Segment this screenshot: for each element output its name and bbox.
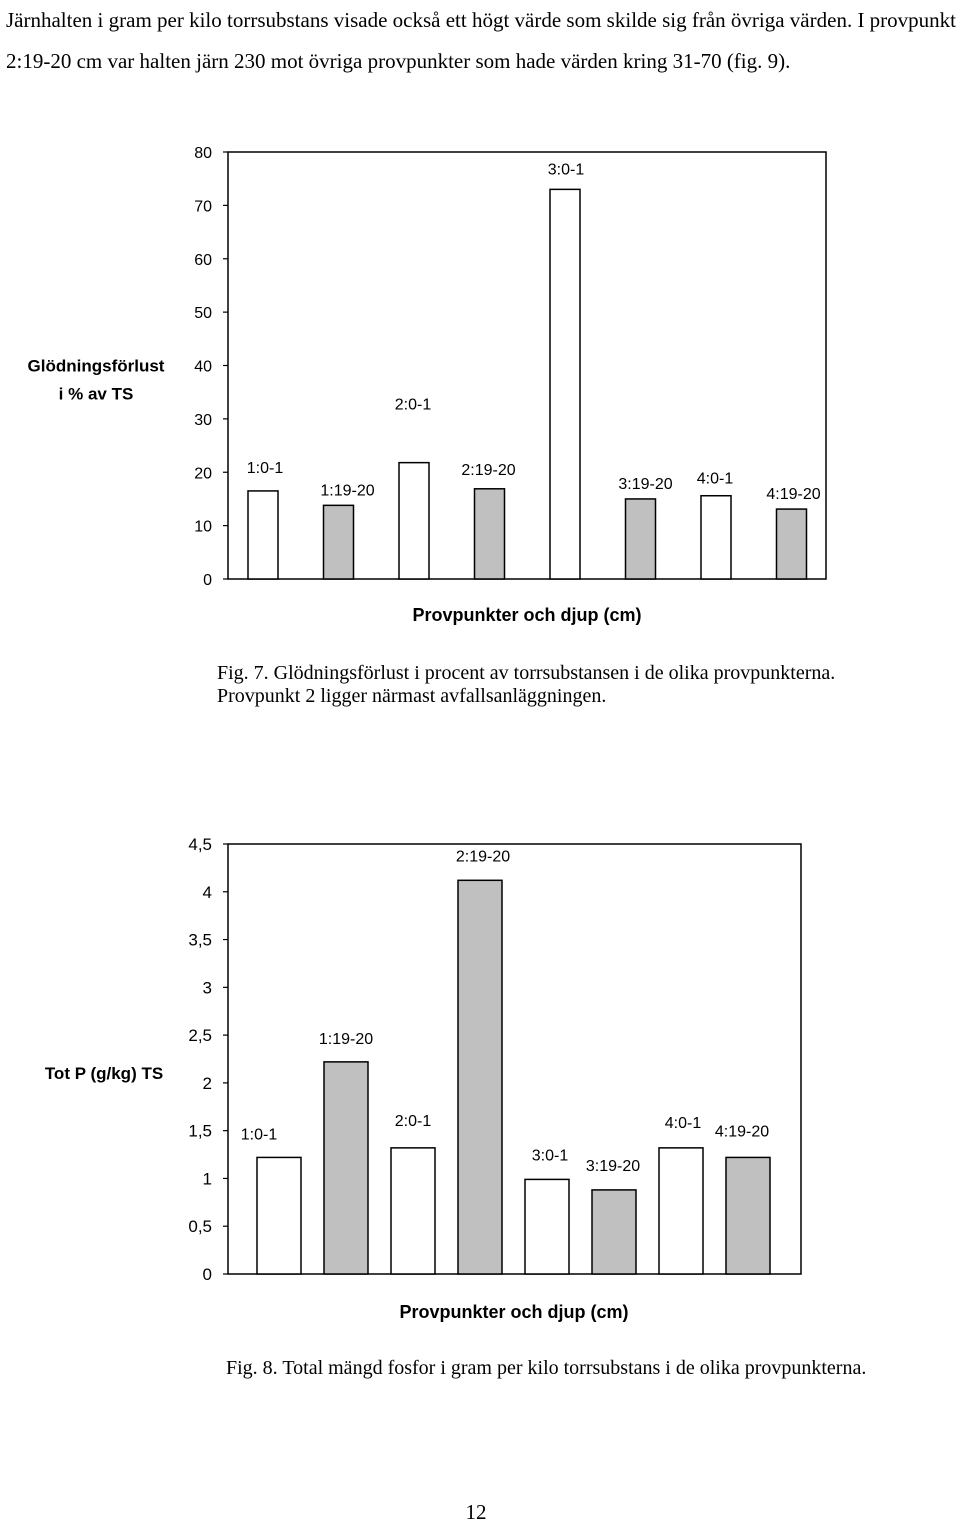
bar <box>701 496 731 579</box>
bar-label: 1:19-20 <box>320 482 375 500</box>
bar-label: 3:19-20 <box>618 475 673 493</box>
caption-fig8-text: Fig. 8. Total mängd fosfor i gram per kilo torrsubstans i de olika provpunkterna. <box>226 1357 867 1379</box>
bar <box>324 505 354 579</box>
y-tick-label: 4,5 <box>188 835 212 854</box>
bar <box>777 509 807 579</box>
bar <box>248 491 278 579</box>
bar <box>550 189 580 579</box>
bar <box>659 1148 703 1274</box>
y-tick-label: 10 <box>194 518 212 536</box>
bar <box>525 1179 569 1274</box>
page-number: 12 <box>465 1500 487 1524</box>
y-axis-label: Glödningsförlust <box>27 356 165 376</box>
y-tick-label: 3,5 <box>188 930 212 950</box>
bar-label: 1:19-20 <box>318 1030 374 1048</box>
bar-label: 2:0-1 <box>394 396 432 414</box>
bar <box>324 1062 368 1274</box>
bar <box>626 499 656 579</box>
y-tick-label: 80 <box>194 145 212 162</box>
y-tick-label: 70 <box>194 198 212 216</box>
bar <box>458 880 502 1274</box>
bar-label: 3:19-20 <box>585 1157 641 1175</box>
bar <box>391 1148 435 1274</box>
intro-paragraph <box>6 0 956 82</box>
bar-label: 3:0-1 <box>531 1147 569 1165</box>
bar <box>475 489 505 579</box>
x-axis-label: Provpunkter och djup (cm) <box>412 605 642 625</box>
caption-fig7-line1: Fig. 7. Glödningsförlust i procent av torrsubstansen i de olika provpunkterna. <box>217 662 836 684</box>
bar-label: 1:0-1 <box>240 1126 278 1144</box>
caption-fig8 <box>226 1357 866 1380</box>
y-tick-label: 3 <box>202 978 212 998</box>
plot-area <box>228 844 801 1274</box>
y-tick-label: 2 <box>202 1073 212 1093</box>
bar-label: 3:0-1 <box>547 161 585 179</box>
intro-text: Järnhalten i gram per kilo torrsubstans visade också ett högt värde som skilde sig från övriga värden. I provpunkt 2:19-20 cm var halten järn 230 mot övriga provpunkter som hade värden kring 31-70 (fig. 9). <box>6 8 957 73</box>
y-tick-label: 20 <box>194 465 212 483</box>
y-tick-label: 60 <box>194 251 212 269</box>
caption-fig7 <box>217 662 835 708</box>
bar <box>726 1157 770 1274</box>
bar-label: 2:19-20 <box>455 848 511 866</box>
y-axis-label: i % av TS <box>58 384 134 404</box>
bar <box>592 1190 636 1274</box>
bar <box>399 463 429 579</box>
bar <box>257 1157 301 1274</box>
bar-label: 4:0-1 <box>696 470 734 488</box>
y-tick-label: 0,5 <box>188 1217 212 1237</box>
y-tick-label: 1,5 <box>188 1121 212 1141</box>
y-axis-label: Tot P (g/kg) TS <box>44 1064 164 1083</box>
chart-tot-p <box>0 820 960 1340</box>
bar-label: 1:0-1 <box>246 459 284 477</box>
y-tick-label: 50 <box>194 305 212 323</box>
y-tick-label: 2,5 <box>188 1026 212 1046</box>
bar-label: 2:19-20 <box>461 461 516 479</box>
y-tick-label: 40 <box>194 358 212 376</box>
caption-fig7-line2: Provpunkt 2 ligger närmast avfallsanläggningen. <box>217 685 607 707</box>
y-tick-label: 4 <box>202 882 212 902</box>
y-tick-label: 30 <box>194 411 212 429</box>
bar-label: 4:0-1 <box>664 1114 702 1132</box>
bar-label: 2:0-1 <box>394 1112 432 1130</box>
y-tick-label: 1 <box>202 1169 212 1189</box>
bar-label: 4:19-20 <box>714 1123 770 1141</box>
y-tick-label: 0 <box>202 1265 212 1284</box>
y-tick-label: 0 <box>203 572 212 589</box>
bar-label: 4:19-20 <box>766 486 821 504</box>
x-axis-label: Provpunkter och djup (cm) <box>399 1302 629 1322</box>
plot-area <box>228 152 826 579</box>
